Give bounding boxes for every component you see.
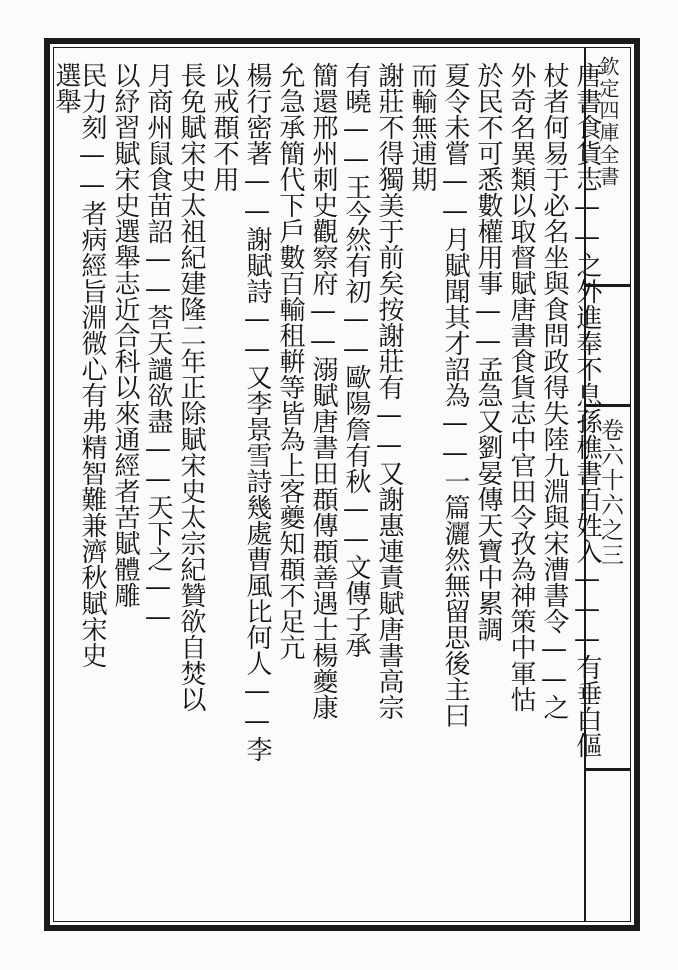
text-column-13: 長免賦宋史太祖紀建隆二年正除賦宋史太宗紀贊欲自焚以 bbox=[176, 62, 206, 712]
text-column-12: 以戒頵不用 bbox=[209, 62, 239, 192]
text-column-10: 允急承簡代下戶數百輸租輧等皆為上客夔知頵不足亢 bbox=[275, 62, 305, 660]
text-column-5: 夏令未嘗——月賦聞其才詔為——一篇灑然無留思後主曰 bbox=[440, 62, 470, 728]
text-column-2: 杖者何易于必名坐與食問政得失陸九淵與宋漕書令——之 bbox=[539, 62, 569, 720]
book-title: 欽定四庫全書 bbox=[596, 56, 620, 188]
text-column-8: 有曉——王今然有初——歐陽詹有秋——文傳子承 bbox=[341, 62, 371, 658]
text-column-6: 而輸無逋期 bbox=[407, 62, 437, 192]
text-column-11: 楊行密著——謝賦詩——又李景雪詩幾處曹風比何人——李 bbox=[242, 62, 272, 762]
text-column-9: 簡還邢州刺史觀察府——溺賦唐書田頵傳頵善遇士楊夔康 bbox=[308, 62, 338, 720]
text-column-7: 謝莊不得獨美于前矣按謝莊有——又謝惠連責賦唐書高宗 bbox=[374, 62, 404, 720]
text-column-17: 選舉 bbox=[51, 62, 81, 114]
text-area bbox=[53, 47, 631, 922]
text-column-1: 唐書食貨志——之外進奉不息孫樵書百姓入———有垂白傴 bbox=[572, 62, 602, 758]
text-column-15: 以紓習賦宋史選舉志近合科以來通經者苦賦體雕 bbox=[110, 62, 140, 608]
page-frame bbox=[44, 38, 640, 931]
text-column-16: 民力刻——者病經旨淵微心有弗精智難兼濟秋賦宋史 bbox=[77, 62, 107, 668]
text-column-14: 月商州鼠食苗詔——荅天譴欲盡——天下之—— bbox=[143, 62, 173, 632]
text-column-4: 於民不可悉數權用事——孟急又劉晏傳天寶中累調 bbox=[473, 62, 503, 642]
text-column-3: 外奇名異類以取督賦唐書食貨志中官田令孜為神策中軍怙 bbox=[506, 62, 536, 712]
volume-label: 卷六十六之三 bbox=[597, 418, 623, 568]
